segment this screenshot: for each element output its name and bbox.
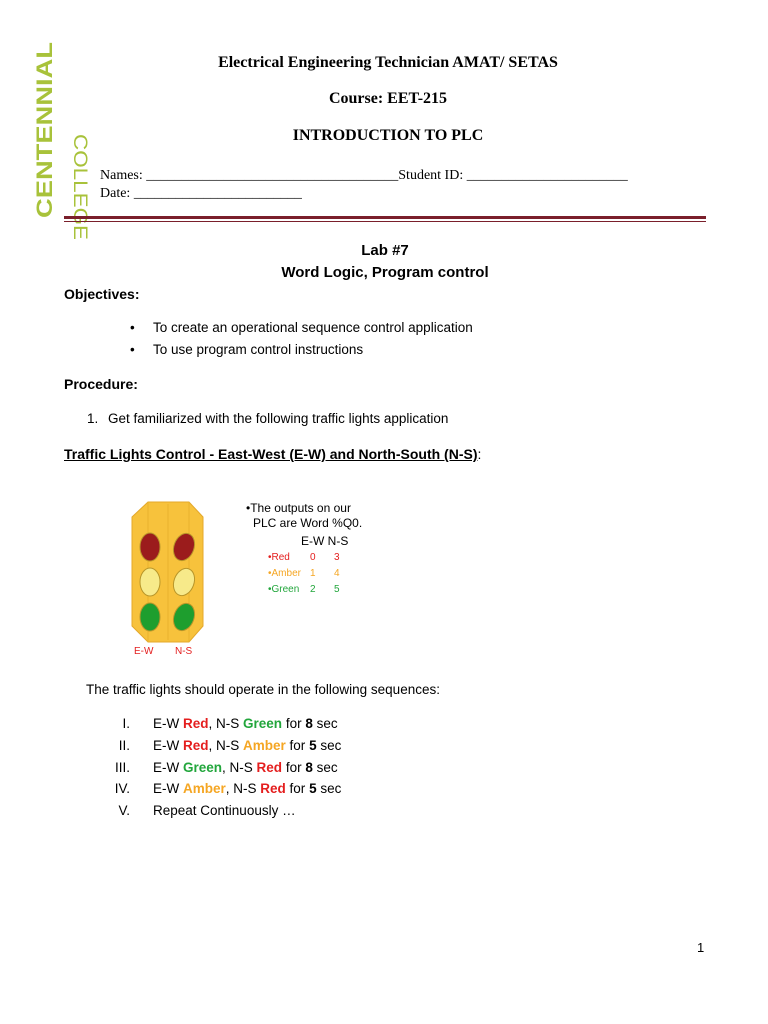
ew-green-lamp (140, 603, 160, 631)
figure-row-red: •Red 0 3 (268, 552, 340, 563)
date-field[interactable]: ________________________ (133, 186, 302, 201)
page-number: 1 (697, 940, 705, 955)
figure-row-amber: •Amber 1 4 (268, 568, 340, 579)
centennial-college-logo (28, 28, 90, 224)
figure-row-green: •Green 2 5 (268, 584, 340, 595)
objective-item: • To use program control instructions (130, 342, 364, 357)
traffic-lights-heading: Traffic Lights Control - East-West (E-W) and North-South (N-S): (64, 446, 482, 462)
sequence-item: IV. E-W Amber, N-S Red for 5 sec (114, 781, 342, 796)
logo-word-centennial: CENTENNIAL (32, 76, 57, 218)
figure-note-line1: •The outputs on our (246, 501, 351, 515)
objectives-heading: Objectives: (64, 286, 140, 302)
traffic-light-illustration (128, 500, 208, 658)
header-divider-thin (64, 221, 706, 222)
procedure-heading: Procedure: (64, 376, 138, 392)
names-label: Names: (100, 168, 143, 183)
sequence-item: II. E-W Red, N-S Amber for 5 sec (118, 738, 342, 753)
course-code: Course: EET-215 (328, 90, 448, 107)
sequence-repeat: V. Repeat Continuously … (118, 803, 296, 818)
ew-red-lamp (140, 533, 160, 561)
figure-note-line2: PLC are Word %Q0. (253, 516, 363, 530)
header-divider (64, 216, 706, 219)
figure-column-header: E-W N-S (301, 534, 349, 548)
lab-title: Word Logic, Program control (281, 264, 489, 281)
sequence-item: I. E-W Red, N-S Green for 8 sec (122, 716, 338, 731)
student-id-field[interactable]: _______________________ (466, 168, 628, 183)
date-label: Date: (100, 186, 131, 201)
lab-number: Lab #7 (361, 242, 409, 259)
student-id-label: Student ID: (398, 168, 464, 183)
sequence-intro: The traffic lights should operate in the following sequences: (86, 682, 440, 697)
course-name: INTRODUCTION TO PLC (292, 127, 484, 144)
names-field[interactable]: ____________________________________ (146, 168, 399, 183)
objective-item: • To create an operational sequence control application (130, 320, 473, 335)
ew-amber-lamp (140, 568, 160, 596)
date-row (100, 186, 302, 202)
logo-word-college: COLLEGE (69, 134, 90, 224)
ns-caption: N-S (175, 646, 193, 657)
procedure-step: 1. Get familiarized with the following traffic lights application (87, 411, 449, 426)
ew-caption: E-W (134, 646, 154, 657)
sequence-item: III. E-W Green, N-S Red for 8 sec (114, 760, 338, 775)
names-row (100, 168, 628, 184)
program-title: Electrical Engineering Technician AMAT/ SETAS (218, 54, 558, 71)
